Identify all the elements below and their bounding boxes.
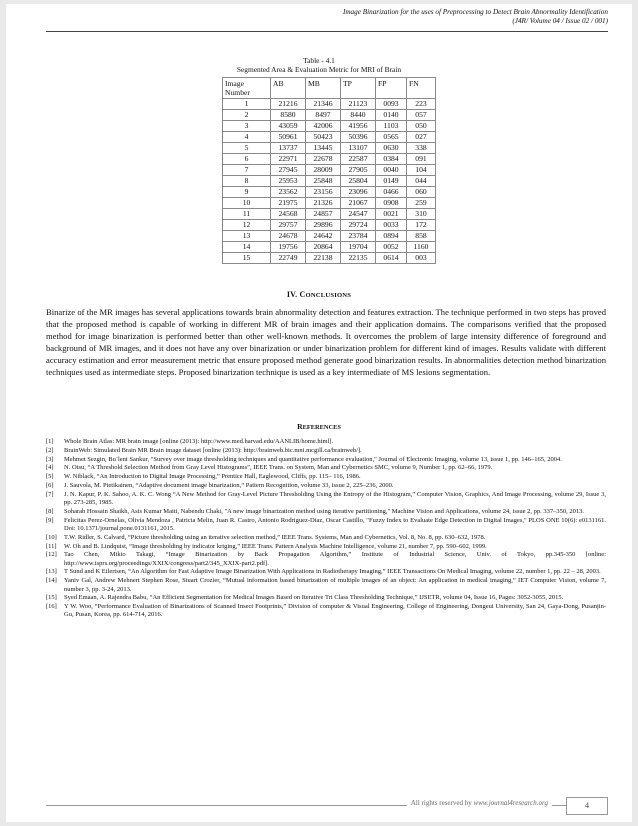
image-number-cell: 3 [223,121,271,132]
reference-text: Felicitas Perez-Ornelas, Olivia Mendoza , Patricia Melin, Juan R. Castro, Antonio Rodriguez-Diaz, Oscar Castillo, "Fuzzy Index to Evaluate Edge Detection in Digital Images," PLOS ONE 10(6): e0131161. Doi: 10.1371/journal.pone.0131161, 2015. [64,516,606,532]
table-cell: 24568 [271,209,306,220]
reference-text: Yaniv Gal, Andrew Mehnert Stephen Rose, Stuart Crozier, “Mutual information based binarization of multiple images of an object: An application in medical imaging,” IET Computer Vision, volume 7, number 3, pp. 3-24, 2013. [64,577,606,593]
image-number-cell: 9 [223,187,271,198]
header-rule [46,31,608,32]
table-cell: 044 [407,176,436,187]
footer-credit [407,799,552,807]
table-cell: 23156 [306,187,341,198]
heading-rest: ONCLUSIONS [305,292,352,299]
table-cell: 21216 [271,99,306,110]
conclusions-paragraph: Binarize of the MR images has several applications towards brain abnormality detection and features extraction. The technique performed in two steps has proved that the proposed method is capable of working in different MR of brain images and their application domains. The comparisons verified that the proposed method for image binarization is performed better than other well-known methods. It overcomes the problem of large intensity difference of foreground and background of MR images, and it does not have any over binarization or under binarization problem for different kind of images. Results validate with different accuracy estimation and error measurement metric that ensure proposed method generate good binarization results. In abnormalities detection method binarization techniques used as intermediate steps. Proposed binarization technique is used as a key intermediate of MS lesions segmentation. [46,307,606,378]
table-cell: 42006 [306,121,341,132]
table-cell: 27945 [271,165,306,176]
table-cell: 104 [407,165,436,176]
reference-item [46,491,606,508]
reference-number: [10] [46,533,57,541]
table-cell: 0565 [376,132,407,143]
reference-number: [8] [46,507,54,515]
reference-item [46,577,606,594]
table-cell: 28009 [306,165,341,176]
table-cell: 22749 [271,253,306,264]
reference-item [46,603,606,620]
reference-number: [1] [46,438,54,445]
table-cell: 13737 [271,143,306,154]
reference-item [46,456,606,464]
image-number-cell: 5 [223,143,271,154]
reference-text: Syed Emaan, A. Rajendra Babu, “An Efficient Segmentation for Medical Images Based on Iterative Tri Class Thresholding Technique,” IJSETR, volume 04, Issue 16, Pages: 3052-3055, 2015. [64,594,564,602]
table-row [223,220,436,231]
table-cell: 1160 [407,242,436,253]
table-cell: 24547 [341,209,376,220]
reference-number: [2] [46,446,54,454]
table-cell: 0149 [376,176,407,187]
table-row [223,198,436,209]
section-numeral: IV. [286,290,298,299]
table-cell: 8497 [306,110,341,121]
reference-text: J. Sauvola, M. Pietikainen, “Adaptive document image binarization,” Pattern Recognition, volume 33, issue 2, 225–236, 2000. [64,481,394,489]
table-title: Segmented Area & Evaluation Metric for MRI of Brain [236,65,402,74]
reference-item [46,464,606,472]
image-number-cell: 12 [223,220,271,231]
page-footer [46,797,608,815]
reference-text: Whole Brain Atlas: MR brain image [online (2013): http://www.med.harvad.edu/AANLIB/home.html]. [64,438,334,445]
reference-item [46,482,606,490]
reference-number: [5] [46,473,54,481]
reference-text: Soharab Hossain Shaikh, Asis Kumar Maiti, Nabendu Chaki, "A new image binarization method using iterative partitioning," Machine Vision and Applications, volume 24, issue 2, pp. 337–350, 2013. [64,507,585,515]
reference-number: [11] [46,542,57,550]
reference-text: W. Niblack, “An Introduction to Digital Image Processing,” Prentice Hall, Eaglewood, Cliffs, pp. 115– 116, 1986. [64,473,361,481]
results-table [222,77,436,264]
table-cell: 29757 [271,220,306,231]
table-cell: 003 [407,253,436,264]
table-cell: 22138 [306,253,341,264]
column-header: FN [407,78,436,99]
table-cell: 0894 [376,231,407,242]
reference-number: [7] [46,490,54,498]
table-cell: 0614 [376,253,407,264]
image-number-cell: 6 [223,154,271,165]
reference-item [46,508,606,516]
reference-item [46,438,606,446]
conclusions-heading [6,290,632,299]
column-header: AB [271,78,306,99]
reference-number: [13] [46,568,57,576]
running-header [343,8,608,26]
table-cell: 0052 [376,242,407,253]
paper-page [6,4,632,822]
table-cell: 0040 [376,165,407,176]
table-cell: 21346 [306,99,341,110]
column-header: FP [376,78,407,99]
image-number-cell: 4 [223,132,271,143]
table-cell: 24678 [271,231,306,242]
table-cell: 50396 [341,132,376,143]
table-cell: 338 [407,143,436,154]
image-number-cell: 10 [223,198,271,209]
table-cell: 13445 [306,143,341,154]
reference-number: [12] [46,551,57,559]
heading-initial: C [299,290,306,299]
table-cell: 21067 [341,198,376,209]
reference-item [46,517,606,534]
reference-item [46,543,606,551]
table-cell: 0466 [376,187,407,198]
table-cell: 22135 [341,253,376,264]
table-cell: 0021 [376,209,407,220]
table-row [223,110,436,121]
footer-site-link[interactable]: www.journal4research.org [473,799,548,807]
table-cell: 20864 [306,242,341,253]
table-cell: 23096 [341,187,376,198]
table-cell: 22587 [341,154,376,165]
table-row [223,121,436,132]
table-cell: 0140 [376,110,407,121]
column-header: MB [306,78,341,99]
reference-item [46,534,606,542]
table-number: Table - 4.1 [303,56,335,65]
table-cell: 50961 [271,132,306,143]
references-heading [6,422,632,431]
table-cell: 8440 [341,110,376,121]
column-header: TP [341,78,376,99]
reference-number: [16] [46,603,57,611]
table-cell: 091 [407,154,436,165]
reference-text: W. Oh and B. Lindquist, “Image thresholding by indicator kriging,” IEEE Trans. Pattern Analysis Machine Intelligence, volume 21, number 7, pp. 590–602, 1999. [64,542,487,550]
table-cell: 50423 [306,132,341,143]
table-row [223,253,436,264]
table-cell: 23562 [271,187,306,198]
image-number-cell: 13 [223,231,271,242]
reference-number: [3] [46,455,54,463]
table-cell: 21326 [306,198,341,209]
table-cell: 310 [407,209,436,220]
table-row [223,176,436,187]
table-cell: 41956 [341,121,376,132]
table-cell: 060 [407,187,436,198]
table-body [223,99,436,264]
image-number-cell: 14 [223,242,271,253]
table-cell: 43059 [271,121,306,132]
reference-item [46,551,606,568]
table-cell: 25848 [306,176,341,187]
table-cell: 0908 [376,198,407,209]
reference-number: [9] [46,516,54,524]
image-number-cell: 7 [223,165,271,176]
table-header-row [223,78,436,99]
table-cell: 22678 [306,154,341,165]
table-row [223,154,436,165]
reference-item [46,473,606,481]
table-cell: 0630 [376,143,407,154]
table-row [223,242,436,253]
table-caption [6,56,632,74]
table-cell: 29896 [306,220,341,231]
reference-number: [14] [46,577,57,585]
reference-text: Y W. Woo, “Performance Evaluation of Binarizations of Scanned Insect Footprints,” Division of computer & Visual Engineering, College of Engineering, Dongeui University, San 24, Gaya-Dong, Pusanjin-Gu, Pusan, Korea, pp. 614-714, 2016. [64,603,606,619]
heading-initial: R [297,422,303,431]
references-list [46,438,606,620]
reference-text: BrainWeb: Simulated Brain MR Brain image dataset [online (2013): http://brainweb.bic.mni.mcgill.ca/brainweb/]. [64,446,362,454]
page-number: 4 [566,797,608,815]
table-cell: 13107 [341,143,376,154]
table-cell: 223 [407,99,436,110]
table-cell: 172 [407,220,436,231]
reference-text: J. N. Kapur, P. K. Sahoo, A. K. C. Wong “A New Method for Gray-Level Picture Thresholding Using the Entropy of the Histogram,” Computer Vision, Graphics, And Image Processing, volume 29, Issue 3, pp. 273-285, 1985. [64,490,606,507]
table-cell: 0093 [376,99,407,110]
footer-rights: All rights reserved by [410,799,472,807]
reference-number: [6] [46,481,54,489]
table-row [223,231,436,242]
image-number-cell: 2 [223,110,271,121]
table-cell: 25804 [341,176,376,187]
reference-item [46,594,606,602]
table-cell: 0384 [376,154,407,165]
table-cell: 24642 [306,231,341,242]
table-cell: 19756 [271,242,306,253]
image-number-cell: 1 [223,99,271,110]
reference-number: [4] [46,464,54,472]
reference-text: Mehmet Sezgin, Bu¨lent Sankur, "Survey over image thresholding techniques and quantitative performance evaluation," Journal of Electronic Imaging, volume 13, issue 1, pp. 146–165, 2004. [64,455,562,463]
table-cell: 1103 [376,121,407,132]
table-cell: 23784 [341,231,376,242]
table-row [223,165,436,176]
reference-item [46,447,606,455]
table-row [223,209,436,220]
table-cell: 27905 [341,165,376,176]
table-cell: 21975 [271,198,306,209]
reference-number: [15] [46,594,57,602]
reference-text: T.W. Ridler, S. Calvard, “Picture thresholding using an iterative selection method,” IEEE Trans. Systems, Man and Cybernetics, Vol. 8, No. 8, pp. 630–632, 1978. [64,533,486,541]
table-cell: 25953 [271,176,306,187]
image-number-cell: 15 [223,253,271,264]
reference-text: N. Otsu, “A Threshold Selection Method from Gray Level Histograms”, IEEE Trans. on System, Man and Cybernetics SMC, volume 9, Number 1, pp. 62–66, 1979. [64,464,493,472]
table-cell: 858 [407,231,436,242]
table-cell: 29724 [341,220,376,231]
table-cell: 21123 [341,99,376,110]
heading-rest: EFERENCES [302,424,341,431]
image-number-cell: 8 [223,176,271,187]
table-cell: 259 [407,198,436,209]
table-cell: 050 [407,121,436,132]
table-row [223,187,436,198]
column-header: Image Number [223,78,271,99]
table-cell: 0033 [376,220,407,231]
table-row [223,99,436,110]
header-title: Image Binarization for the uses of Preprocessing to Detect Brain Abnormality Identification [342,8,608,16]
header-journal: (J4R/ Volume 04 / Issue 02 / 001) [512,17,608,25]
table-cell: 19704 [341,242,376,253]
table-cell: 8580 [271,110,306,121]
reference-text: T Sund and K Eilertsen, “An Algorithm for Fast Adaptive Image Binarization With Applications in Radiotherapy Imaging,” IEEE Transactions On Medical Imaging, volume 22, number 1, pp. 22 – 28, 2003. [64,568,601,576]
table-cell: 027 [407,132,436,143]
table-row [223,143,436,154]
reference-item [46,568,606,576]
reference-text: Tao Chen, Mikio Takagi, “Image Binarization by Back Propagation Algorithm,” Institute of Industrial Science, Univ. of Tokyo, pp.345-350 [online: http://www.isprs.org/proceedings/XXIX/congress/part2/345_XXIX-part2.pdf]. [64,551,606,567]
table-row [223,132,436,143]
table-cell: 057 [407,110,436,121]
table-cell: 24857 [306,209,341,220]
table-cell: 22971 [271,154,306,165]
image-number-cell: 11 [223,209,271,220]
